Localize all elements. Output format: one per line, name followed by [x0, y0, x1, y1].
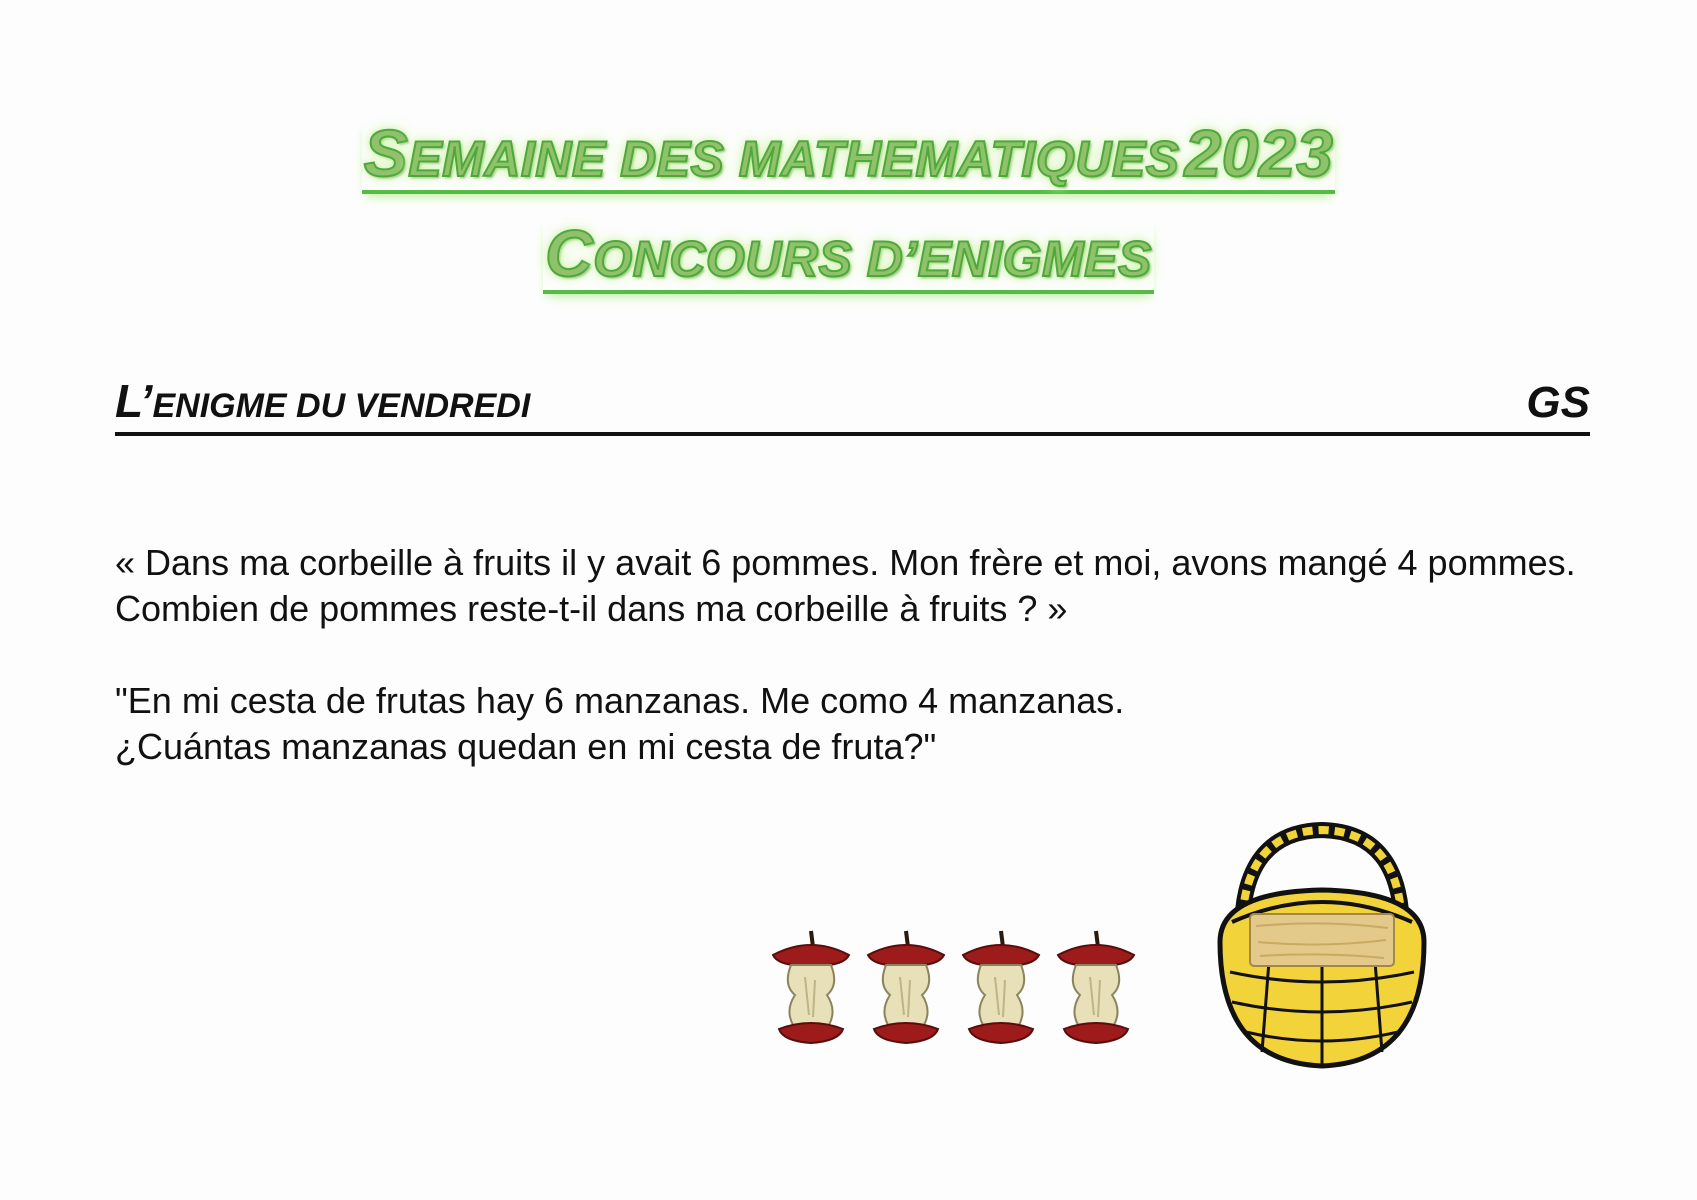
- apple-core-icon: [860, 925, 952, 1050]
- level-label: GS: [1526, 378, 1590, 427]
- apple-core-icon: [765, 925, 857, 1050]
- subtitle-initial: L’: [115, 375, 153, 427]
- title-block: [0, 116, 1697, 294]
- apple-core-icon: [1050, 925, 1142, 1050]
- page-title-line2: [543, 216, 1154, 294]
- subtitle-rest: ENIGME DU VENDREDI: [152, 387, 531, 425]
- french-line1: « Dans ma corbeille à fruits il y avait 6 pommes. Mon frère et moi, avons mangé 4 pommes.: [115, 542, 1576, 583]
- title1-year: 2023: [1184, 116, 1334, 190]
- riddle-text: [115, 540, 1595, 770]
- title2-initial: C: [545, 216, 594, 290]
- spanish-line2: ¿Cuántas manzanas quedan en mi cesta de fruta?": [115, 726, 937, 767]
- apple-cores: [765, 925, 1145, 1050]
- spanish-line1: "En mi cesta de frutas hay 6 manzanas. Me como 4 manzanas.: [115, 680, 1125, 721]
- title2-rest: ONCOURS D’ENIGMES: [593, 231, 1152, 287]
- section-subtitle: [115, 374, 530, 428]
- section-header: [115, 375, 1590, 436]
- apple-core-icon: [955, 925, 1047, 1050]
- title1-initial: S: [363, 116, 409, 190]
- fruit-basket-icon: [1212, 822, 1432, 1072]
- page-title-line1: [362, 116, 1336, 194]
- title1-rest: EMAINE DES MATHEMATIQUES: [408, 131, 1180, 187]
- french-line2: Combien de pommes reste-t-il dans ma corbeille à fruits ? »: [115, 588, 1068, 629]
